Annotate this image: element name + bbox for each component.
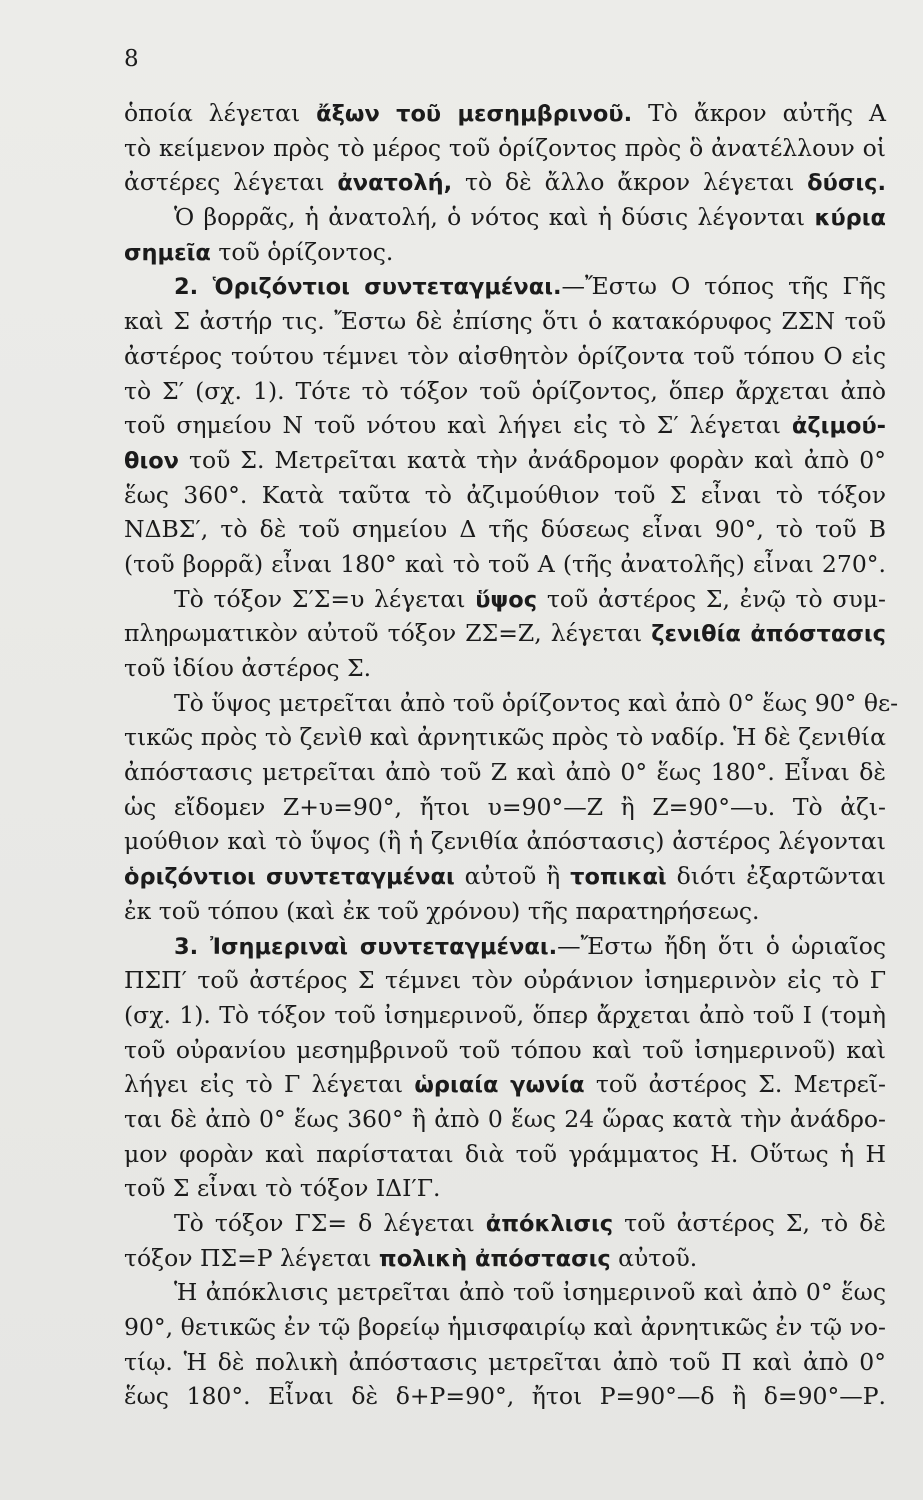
text-run: Τὸ τόξον ΓΣ= δ λέγεται [174, 1209, 486, 1237]
text-line [124, 443, 886, 478]
text-run: (σχ. 1). Τὸ τόξον τοῦ ἰσημερινοῦ, ὅπερ ἄρχεται ἀπὸ τοῦ Ι (τομὴ [124, 1000, 886, 1029]
body-text [124, 96, 899, 1414]
text-line [124, 200, 886, 235]
text-run: —Ἔστω Ο τόπος τῆς Γῆς [561, 272, 886, 301]
text-run: λήγει εἰς τὸ Γ λέγεται [124, 1070, 415, 1099]
text-run: αὐτοῦ. [610, 1243, 698, 1272]
text-run: ται δὲ ἀπὸ 0° ἕως 360° ἢ ἀπὸ 0 ἕως 24 ὥρας κατὰ τὴν ἀνάδρο- [124, 1104, 886, 1133]
text-run: τόξον ΠΣ=Ρ λέγεται [124, 1243, 379, 1272]
text-run: Ὁ βορρᾶς, ἡ ἀνατολή, ὁ νότος καὶ ἡ δύσις λέγονται [174, 203, 815, 232]
text-line [124, 1171, 886, 1206]
text-run: μούθιον καὶ τὸ ὕψος (ἢ ἡ ζενιθία ἀπόστασις) ἀστέρος λέγονται [124, 827, 886, 856]
bold-term: 3. Ἰσημεριναὶ συντεταγμέναι. [174, 933, 558, 960]
text-line [124, 339, 886, 374]
text-line [124, 408, 886, 443]
text-run: διότι ἐξαρτῶνται [666, 862, 886, 891]
text-run: ἕως 360°. Κατὰ ταῦτα τὸ ἀζιμούθιον τοῦ Σ εἶναι τὸ τόξον [124, 480, 886, 509]
bold-term: ζενιθία ἀπόστασις [651, 621, 886, 648]
text-run: ΠΣΠ′ τοῦ ἀστέρος Σ τέμνει τὸν οὐράνιον ἰσημερινὸν εἰς τὸ Γ [124, 966, 886, 995]
text-run: —Ἔστω ἤδη ὅτι ὁ ὡριαῖος [557, 931, 887, 960]
bold-term: ἄξων τοῦ μεσημβρινοῦ. [316, 101, 633, 127]
text-run: αὐτοῦ ἢ [454, 862, 571, 891]
bold-term: τοπικαὶ [570, 864, 667, 891]
bold-term: ἀνατολή, [337, 170, 453, 197]
text-run: τικῶς πρὸς τὸ ζενὶθ καὶ ἀρνητικῶς πρὸς τὸ ναδίρ. Ἡ δὲ ζενιθία [124, 723, 886, 752]
text-line [124, 1102, 886, 1137]
bold-term: πολικὴ ἀπόστασις [378, 1245, 611, 1272]
text-run: τὸ δὲ ἄλλο ἄκρον λέγεται [452, 168, 808, 197]
text-run: Τὸ τόξον Σ′Σ=υ λέγεται [174, 584, 476, 613]
text-run: τοῦ ἀστέρος Σ. Μετρεῖ- [584, 1070, 886, 1099]
bold-term: κύρια [814, 205, 886, 232]
text-run: τὸ κείμενον πρὸς τὸ μέρος τοῦ ὁρίζοντος πρὸς ὃ ἀνατέλλουν οἱ [124, 133, 886, 162]
text-run: πληρωματικὸν αὐτοῦ τόξον ΖΣ=Ζ, λέγεται [124, 619, 652, 648]
text-line [124, 582, 886, 617]
text-run: ἀστέρος τούτου τέμνει τὸν αἰσθητὸν ὁρίζοντα τοῦ τόπου Ο εἰς [124, 341, 886, 370]
text-line [124, 859, 886, 894]
text-line [124, 478, 886, 513]
text-line [124, 894, 886, 929]
text-line [124, 512, 886, 547]
text-line [124, 616, 886, 651]
text-line [124, 929, 886, 964]
text-line [124, 1379, 886, 1414]
text-line [124, 651, 886, 686]
text-line [124, 963, 886, 998]
text-line [124, 1241, 886, 1276]
bold-term: ὁριζόντιοι συντεταγμέναι [124, 864, 455, 891]
text-run: τοῦ ἀστέρος Σ, ἐνῷ τὸ συμ- [537, 584, 886, 613]
bold-term: ἀζιμού- [791, 413, 886, 440]
text-run: ὁποία λέγεται [124, 99, 317, 127]
text-run: Τὸ ὕψος μετρεῖται ἀπὸ τοῦ ὁρίζοντος καὶ ἀπὸ 0° ἕως 90° θε- [174, 688, 899, 717]
text-run: μον φορὰν καὶ παρίσταται διὰ τοῦ γράμματος Η. Οὕτως ἡ Η [124, 1139, 886, 1168]
text-line [124, 1067, 886, 1102]
text-line [124, 269, 886, 304]
text-line [124, 1345, 886, 1380]
text-run: Τὸ ἄκρον αὐτῆς Α [632, 99, 887, 127]
text-line [124, 686, 899, 721]
text-line [124, 1033, 886, 1068]
text-line [124, 235, 886, 270]
text-run: τοῦ οὐρανίου μεσημβρινοῦ τοῦ τόπου καὶ τοῦ ἰσημερινοῦ) καὶ [124, 1035, 886, 1064]
text-run: Ἡ ἀπόκλισις μετρεῖται ἀπὸ τοῦ ἰσημερινοῦ καὶ ἀπὸ 0° ἕως [174, 1278, 886, 1307]
text-run: τοῦ ὁρίζοντος. [210, 237, 394, 266]
bold-term: δύσις. [807, 170, 886, 197]
text-run: τοῦ Σ εἶναι τὸ τόξον ΙΔΙ′Γ. [124, 1174, 441, 1203]
text-line [124, 998, 886, 1033]
text-run: ὡς εἴδομεν Ζ+υ=90°, ἤτοι υ=90°—Ζ ἢ Ζ=90°—υ. Τὸ ἀζι- [124, 792, 886, 821]
text-run: ἀπόστασις μετρεῖται ἀπὸ τοῦ Ζ καὶ ἀπὸ 0° ἕως 180°. Εἶναι δὲ [124, 758, 886, 787]
text-run: ἀστέρες λέγεται [124, 168, 338, 197]
text-line [124, 96, 886, 131]
page-number: 8 [124, 46, 139, 72]
bold-term: θιον [124, 447, 180, 474]
text-line [124, 790, 886, 825]
text-line [124, 755, 886, 790]
text-run: τίῳ. Ἡ δὲ πολικὴ ἀπόστασις μετρεῖται ἀπὸ τοῦ Π καὶ ἀπὸ 0° [124, 1347, 886, 1376]
text-run: 90°, θετικῶς ἐν τῷ βορείῳ ἡμισφαιρίῳ καὶ ἀρνητικῶς ἐν τῷ νο- [124, 1313, 886, 1342]
text-line [124, 304, 886, 339]
text-run: τὸ Σ′ (σχ. 1). Τότε τὸ τόξον τοῦ ὁρίζοντος, ὅπερ ἄρχεται ἀπὸ [124, 376, 886, 405]
bold-term: ὕψος [475, 586, 538, 613]
text-line [124, 1137, 886, 1172]
text-line [124, 165, 886, 200]
text-run: (τοῦ βορρᾶ) εἶναι 180° καὶ τὸ τοῦ Α (τῆς ἀνατολῆς) εἶναι 270°. [124, 549, 886, 578]
text-run: ΝΔΒΣ′, τὸ δὲ τοῦ σημείου Δ τῆς δύσεως εἶναι 90°, τὸ τοῦ Β [124, 515, 886, 544]
text-line [124, 1310, 886, 1345]
text-run: ἕως 180°. Εἶναι δὲ δ+Ρ=90°, ἤτοι Ρ=90°—δ ἢ δ=90°—Ρ. [124, 1382, 886, 1411]
text-run: τοῦ ἀστέρος Σ, τὸ δὲ [613, 1209, 886, 1237]
text-line [124, 374, 886, 409]
text-line [124, 1275, 886, 1310]
text-line [124, 131, 886, 166]
text-line [124, 547, 886, 582]
text-run: τοῦ σημείου Ν τοῦ νότου καὶ λήγει εἰς τὸ Σ′ λέγεται [124, 411, 792, 440]
text-run: τοῦ ἰδίου ἀστέρος Σ. [124, 654, 372, 682]
text-run: τοῦ Σ. Μετρεῖται κατὰ τὴν ἀνάδρομον φορὰν καὶ ἀπὸ 0° [179, 445, 886, 474]
bold-term: 2. Ὁριζόντιοι συντεταγμέναι. [174, 274, 562, 301]
text-run: ἐκ τοῦ τόπου (καὶ ἐκ τοῦ χρόνου) τῆς παρατηρήσεως. [124, 896, 760, 925]
text-line [124, 1206, 886, 1241]
text-run: καὶ Σ ἀστήρ τις. Ἔστω δὲ ἐπίσης ὅτι ὁ κατακόρυφος ΖΣΝ τοῦ [124, 307, 886, 336]
text-line [124, 824, 886, 859]
bold-term: ὡριαία γωνία [414, 1072, 585, 1099]
text-line [124, 720, 886, 755]
bold-term: σημεῖα [124, 239, 211, 266]
bold-term: ἀπόκλισις [485, 1211, 614, 1237]
